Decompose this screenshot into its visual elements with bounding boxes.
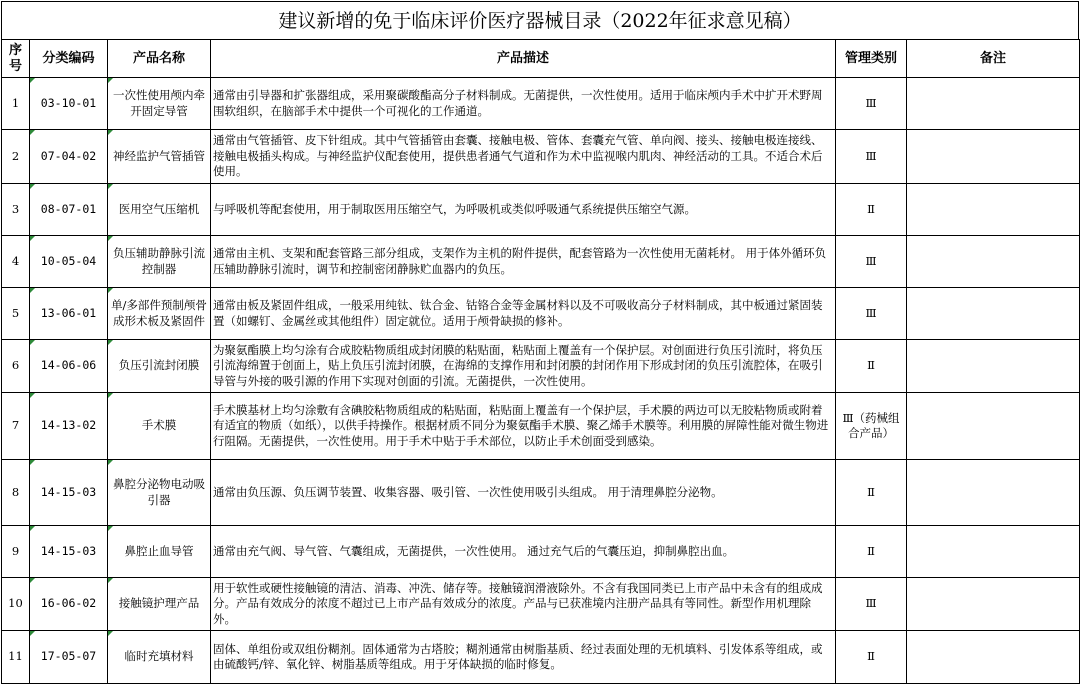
cell-code: 17-05-07: [30, 631, 108, 684]
cell-note: [907, 130, 1080, 184]
cell-desc: 与呼吸机等配套使用，用于制取医用压缩空气，为呼吸机或类似呼吸通气系统提供压缩空气源。: [211, 184, 836, 236]
header-row: [2, 40, 1080, 78]
cell-note: [907, 578, 1080, 631]
cell-note: [907, 631, 1080, 684]
table-row: [2, 78, 1080, 130]
cell-seq: 7: [2, 393, 30, 460]
cell-name: 一次性使用颅内牵开固定导管: [108, 78, 211, 130]
cell-seq: 5: [2, 288, 30, 340]
cell-seq: 8: [2, 460, 30, 526]
cell-class: Ⅱ: [836, 526, 907, 578]
cell-desc: 通常由主机、支架和配套管路三部分组成，支架作为主机的附件提供，配套管路为一次性使用无菌耗材。 用于体外循环负压辅助静脉引流时，调节和控制密闭静脉贮血器内的负压。: [211, 236, 836, 288]
cell-desc: 通常由气管插管、皮下针组成。其中气管插管由套囊、接触电极、管体、套囊充气管、单向阀、接头、接触电极连接线、接触电极插头构成。与神经监护仪配套使用，提供患者通气气道和作为术中监视喉内肌肉、神经活动的工具。不适合术后使用。: [211, 130, 836, 184]
catalog-sheet: [1, 1, 1079, 681]
cell-seq: 10: [2, 578, 30, 631]
cell-note: [907, 78, 1080, 130]
cell-name: 接触镜护理产品: [108, 578, 211, 631]
table-row: [2, 393, 1080, 460]
header-note: 备注: [907, 40, 1080, 78]
cell-code: 14-13-02: [30, 393, 108, 460]
cell-note: [907, 526, 1080, 578]
cell-seq: 9: [2, 526, 30, 578]
cell-name: 负压引流封闭膜: [108, 340, 211, 393]
table-row: [2, 578, 1080, 631]
table-row: [2, 288, 1080, 340]
table-row: [2, 631, 1080, 684]
cell-seq: 3: [2, 184, 30, 236]
document-title: 建议新增的免于临床评价医疗器械目录（2022年征求意见稿）: [1, 1, 1079, 39]
cell-desc: 通常由板及紧固件组成，一般采用纯钛、钛合金、钴铬合金等金属材料以及不可吸收高分子材料制成，其中板通过紧固装置（如螺钉、金属丝或其他组件）固定就位。适用于颅骨缺损的修补。: [211, 288, 836, 340]
cell-seq: 4: [2, 236, 30, 288]
cell-code: 14-15-03: [30, 526, 108, 578]
cell-note: [907, 340, 1080, 393]
cell-class: Ⅱ: [836, 460, 907, 526]
cell-class: Ⅲ: [836, 578, 907, 631]
cell-name: 单/多部件预制颅骨成形术板及紧固件: [108, 288, 211, 340]
table-row: [2, 236, 1080, 288]
cell-seq: 1: [2, 78, 30, 130]
header-seq: 序号: [2, 40, 30, 78]
cell-desc: 通常由引导器和扩张器组成，采用聚碳酸酯高分子材料制成。无菌提供，一次性使用。适用于临床颅内手术中扩开术野周围软组织，在脑部手术中提供一个可视化的工作通道。: [211, 78, 836, 130]
cell-name: 手术膜: [108, 393, 211, 460]
cell-note: [907, 236, 1080, 288]
table-row: [2, 460, 1080, 526]
cell-class: Ⅲ: [836, 130, 907, 184]
cell-class: Ⅲ（药械组合产品）: [836, 393, 907, 460]
cell-code: 07-04-02: [30, 130, 108, 184]
header-code: 分类编码: [30, 40, 108, 78]
cell-seq: 11: [2, 631, 30, 684]
cell-desc: 手术膜基材上均匀涂敷有含碘胶粘物质组成的粘贴面，粘贴面上覆盖有一个保护层，手术膜的两边可以无胶粘物质或附着有适宜的物质（如纸），以供手持操作。根据材质不同分为聚氨酯手术膜、聚乙烯手术膜等。利用膜的屏障性能对微生物进行阻隔。无菌提供，一次性使用。用于手术中贴于手术部位，以防止手术创面受到感染。: [211, 393, 836, 460]
cell-desc: 用于软性或硬性接触镜的清洁、消毒、冲洗、储存等。接触镜润滑液除外。不含有我国同类已上市产品中未含有的组成成分。产品有效成分的浓度不超过已上市产品有效成分的浓度。产品与已获准境内注册产品具有等同性。新型作用机理除外。: [211, 578, 836, 631]
cell-name: 鼻腔分泌物电动吸引器: [108, 460, 211, 526]
cell-desc: 为聚氨酯膜上均匀涂有合成胶粘物质组成封闭膜的粘贴面，粘贴面上覆盖有一个保护层。对创面进行负压引流时，将负压引流海绵置于创面上，贴上负压引流封闭膜，在海绵的支撑作用和封闭膜的封闭作用下形成封闭的负压引流腔体，在吸引导管与外接的吸引源的作用下实现对创面的引流。无菌提供，一次性使用。: [211, 340, 836, 393]
cell-class: Ⅱ: [836, 184, 907, 236]
header-class: 管理类别: [836, 40, 907, 78]
cell-name: 鼻腔止血导管: [108, 526, 211, 578]
header-desc: 产品描述: [211, 40, 836, 78]
cell-class: Ⅲ: [836, 78, 907, 130]
cell-code: 13-06-01: [30, 288, 108, 340]
cell-code: 14-06-06: [30, 340, 108, 393]
table-row: [2, 184, 1080, 236]
cell-class: Ⅱ: [836, 340, 907, 393]
cell-note: [907, 393, 1080, 460]
cell-name: 神经监护气管插管: [108, 130, 211, 184]
cell-seq: 2: [2, 130, 30, 184]
cell-class: Ⅲ: [836, 288, 907, 340]
header-name: 产品名称: [108, 40, 211, 78]
table-row: [2, 340, 1080, 393]
table-row: [2, 526, 1080, 578]
cell-desc: 通常由负压源、负压调节装置、收集容器、吸引管、一次性使用吸引头组成。 用于清理鼻腔分泌物。: [211, 460, 836, 526]
cell-class: Ⅲ: [836, 236, 907, 288]
cell-desc: 固体、单组份或双组份糊剂。固体通常为古塔胶；糊剂通常由树脂基质、经过表面处理的无机填料、引发体系等组成，或由硫酸钙/锌、氧化锌、树脂基质等组成。用于牙体缺损的临时修复。: [211, 631, 836, 684]
cell-name: 医用空气压缩机: [108, 184, 211, 236]
cell-seq: 6: [2, 340, 30, 393]
cell-class: Ⅱ: [836, 631, 907, 684]
cell-note: [907, 460, 1080, 526]
cell-name: 负压辅助静脉引流控制器: [108, 236, 211, 288]
cell-note: [907, 288, 1080, 340]
cell-code: 10-05-04: [30, 236, 108, 288]
catalog-table: [1, 39, 1080, 684]
cell-name: 临时充填材料: [108, 631, 211, 684]
cell-code: 08-07-01: [30, 184, 108, 236]
cell-code: 16-06-02: [30, 578, 108, 631]
table-row: [2, 130, 1080, 184]
cell-code: 03-10-01: [30, 78, 108, 130]
cell-code: 14-15-03: [30, 460, 108, 526]
cell-desc: 通常由充气阀、导气管、气囊组成，无菌提供，一次性使用。 通过充气后的气囊压迫，抑制鼻腔出血。: [211, 526, 836, 578]
cell-note: [907, 184, 1080, 236]
